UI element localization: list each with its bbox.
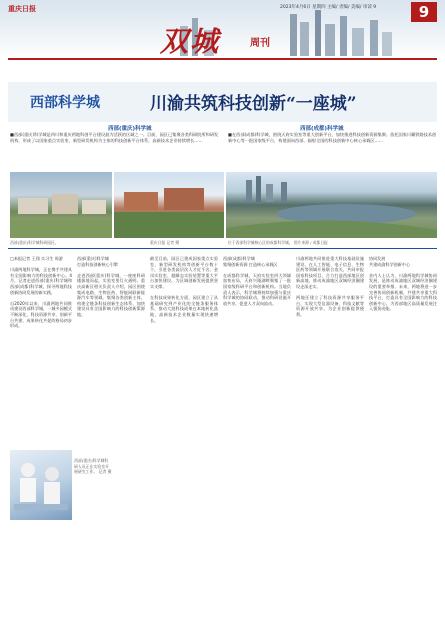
feature-tag: 西部科学城	[30, 95, 100, 111]
photo-science-park	[10, 172, 112, 238]
article-column-5: 川渝两地共同推进重大科技基础设施建设，在人工智能、电子信息、生物医药等领域开展联合攻关，共同申报国家科技项目，合力打造西部地区创新高地，推动成渝地区双城经济圈建设走深走实。 两地还建立了科技资源共享服务平台，实现大型仪器设备、科技文献等资源开放共享，为企业创新提供便利。	[296, 256, 364, 317]
caption-photo-1: 西部(重庆)科学城科研园区。	[10, 240, 59, 245]
lead-paragraph-left: ■西部(重庆)科学城是四川和重庆两地科创平台建设最为活跃的区域之一。目前，园区已集聚各类科研院所和研发机构，形成了以国家重点实验室、新型研发机构为主体的科技创新平台体系，高新技术企业持续增长……	[10, 132, 219, 143]
science-park-illustration	[10, 172, 112, 238]
header-rule	[8, 58, 437, 60]
article-column-3: 截至目前，园区已建成国家重点实验室、新型研发机构等创新平台数十个，引进各类高层次人才近千名。金凤实验室、超瞬态实验装置等重大平台加快建设，为区域创新发展提供坚实支撑。 在科技成果转化方面，园区建立了从基础研究到产业化的全链条服务体系，推动大批科技成果在本地转化落地，高新技术企业数量实现快速增长。	[150, 256, 218, 323]
caption-photo-3: 位于西部科学城核心区的成都科学城。 图片来源 / 成都日报	[228, 240, 328, 245]
article-column-4: 西部(成都)科学城 集聚创新资源 打造核心承载区 在成都科学城，天府实验室四大领域加快布局，天府兴隆湖畔聚集了一批国家级科研平台和创新机构。当地负责人表示，科学城将持续加强与重庆科学城的协同联动，推动科研设施开放共享，促进人才双向流动。	[223, 256, 291, 306]
brand-subtitle: 周刊	[250, 38, 270, 49]
section-label-chongqing: 西部(重庆)科学城	[108, 126, 152, 132]
issue-meta: 2023年4月6日 星期四 主编/ 责编/ 美编/ 审读 9	[280, 5, 377, 10]
page-headline: 川渝共筑科技创新“一座城”	[150, 94, 357, 114]
page-number: 9	[411, 2, 437, 22]
photo-city-aerial	[226, 172, 437, 238]
photo-lab-researchers	[10, 450, 72, 520]
masthead	[0, 0, 445, 58]
caption-lab-photo: 西部(重庆)科学城科研人员正在实验室开展研究工作。 记者 摄	[74, 458, 112, 474]
lead-paragraph-right: ■在西部(成都)科学城，围绕天府实验室等重大创新平台，加快推进科技创新资源集聚。依托国家川藏铁路技术创新中心等一批国家级平台，构建面向西部、辐射全国的科技创新中心核心承载区……	[228, 132, 437, 143]
caption-photo-2: 重庆日报 记者 摄	[150, 240, 179, 245]
section-divider	[8, 248, 437, 249]
lab-researchers-illustration	[10, 450, 72, 520]
photo-campus	[114, 172, 224, 238]
article-column-1: □本报记者 王翔 实习生 周游 川渝两地科学城，正在携手共建具有全国影响力的科技创新中心。4月，记者走进西部(重庆)科学城和西部(成都)科学城，探寻两地科技创新协同发展的新实践。 自2020年以来，川渝两地共同推动建设西部科学城，一城多园模式不断深化，科技资源共享、创新平台共建、成果转化共促的格局初步形成。	[10, 256, 72, 329]
campus-illustration	[114, 172, 224, 238]
article-column-6: 协同发展 共建成渝科学创新中心 业内人士认为，川渝两地科学城协同发展，是推动成渝地区双城经济圈建设的重要举措。未来，两地将进一步完善协同创新机制，共建共享重大科技平台，打造具有全国影响力的科技创新中心，为西部地区高质量发展注入强劲动能。	[369, 256, 437, 312]
section-label-chengdu: 西部(成都)科学城	[300, 126, 344, 132]
brand-title: 双城	[160, 25, 221, 58]
article-column-2: 西部(重庆)科学城 打造科技创新核心引擎 走进西部(重庆)科学城，一座座科研楼拔地而起，实验室里灯火通明。重庆高新区相关负责人介绍，园区围绕集成电路、生物医药、智能网联新能源汽车等领域，集聚各类创新主体，构建全链条科技创新生态体系，加快建设具有全国影响力的科技创新策源地。	[77, 256, 145, 317]
city-aerial-illustration	[226, 172, 437, 238]
newspaper-logo: 重庆日报	[8, 5, 36, 13]
